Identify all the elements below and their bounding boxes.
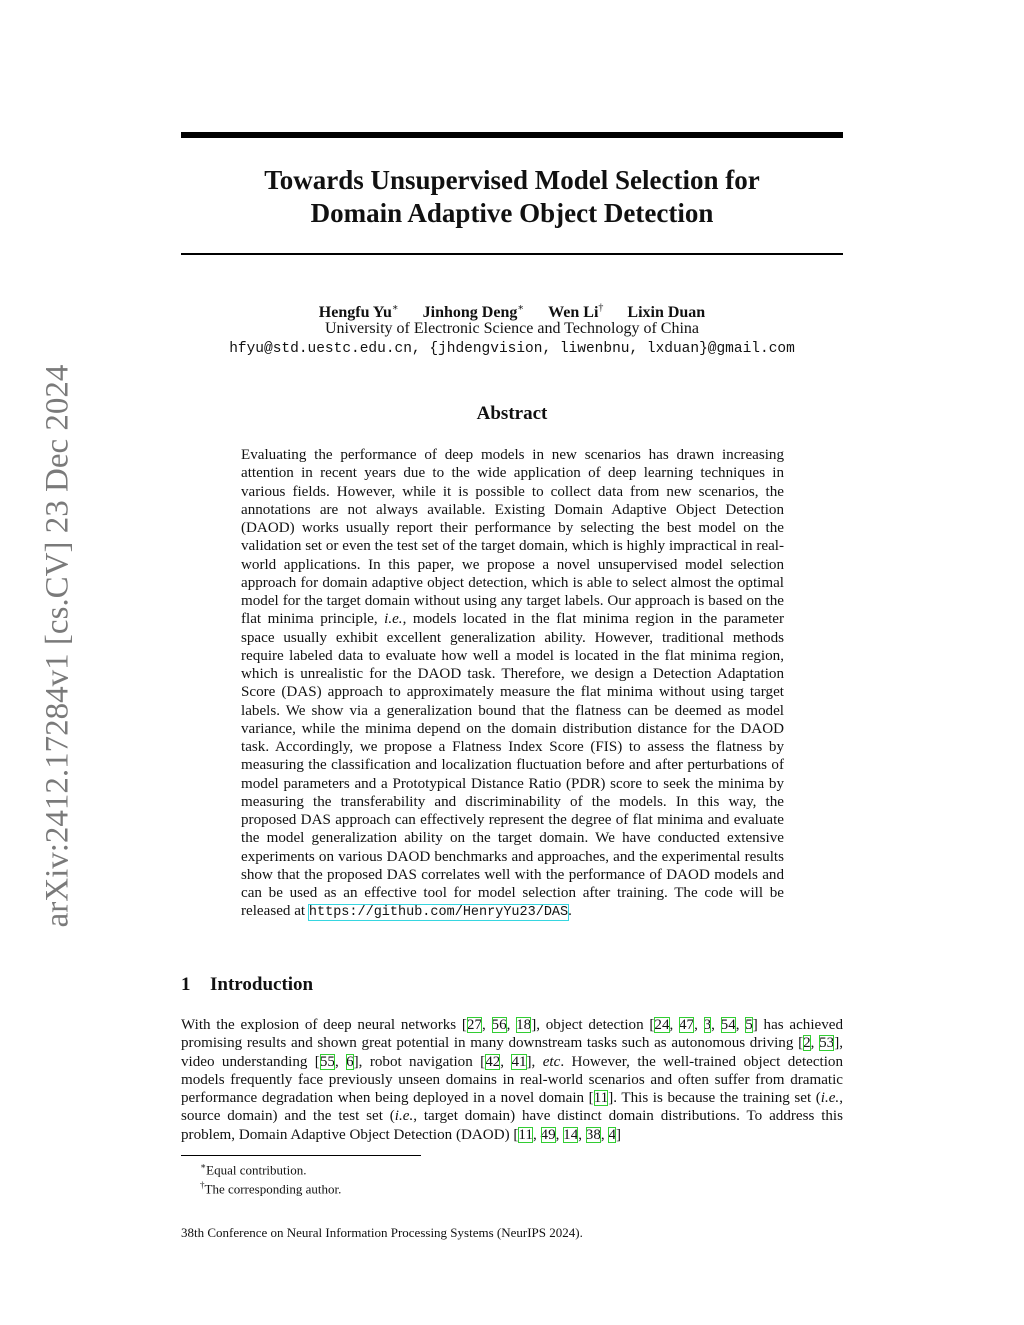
author-1-name: Hengfu Yu [318,304,392,322]
section-title: Introduction [210,974,314,995]
citation-link[interactable]: 49 [540,1126,556,1143]
citation-link[interactable]: 53 [819,1035,835,1052]
section-number: 1 [181,974,191,995]
author-emails: hfyu@std.uestc.edu.cn, {jhdengvision, liwenbnu, lxduan}@gmail.com [229,341,795,357]
abstract-heading: Abstract [476,403,548,424]
citation-link[interactable]: 38 [585,1126,601,1143]
citation-link[interactable]: 41 [511,1053,527,1070]
intro-text: . However, the well-trained object detection models frequently face previously unseen domains in real-world scenarios and often suffer from dramatic performance degradation when being deployed in a novel domain [ [181,1053,844,1107]
author-3-name: Wen Li [548,304,599,322]
section-heading-introduction [181,974,313,996]
citation-link[interactable]: 24 [654,1017,670,1033]
arxiv-stamp: arXiv:2412.17284v1 [cs.CV] 23 Dec 2024 [39,364,76,928]
intro-text: , target domain) have distinct domain distributions. To address this problem, Domain Adaptive Object Detection (DAOD) [ [181,1108,844,1143]
title-line-2: Domain Adaptive Object Detection [310,198,714,228]
author-1-mark: ∗ [391,303,399,314]
author-2-mark: ∗ [517,303,525,314]
citation-link[interactable]: 47 [679,1017,695,1033]
abstract-body [241,446,784,923]
footnote-2-text: The corresponding author. [204,1181,342,1197]
footnote-1 [200,1158,307,1178]
citation-link[interactable]: 4 [608,1126,616,1143]
citation-link[interactable]: 3 [703,1017,712,1033]
intro-text: ], robot navigation [ [353,1053,486,1070]
footnote-2 [200,1177,341,1197]
citation-link[interactable]: 42 [485,1053,501,1070]
intro-text: ], object detection [ [531,1017,655,1033]
footnote-2-mark: † [200,1180,205,1190]
citation-link[interactable]: 5 [745,1017,753,1033]
abstract-text-1: Evaluating the performance of deep models in new scenarios has drawn increasing attention in recent years due to the wide application of deep learning techniques in various fields. However, while it is possible to collect data from new scenarios, the annotations are not always available. Existing Domain Adaptive Object Detection (DAOD) works usually report their performance by selecting the best model on the validation set or even the test set of the target domain, which is highly impractical in real-world applications. In this paper, we propose a novel unsupervised model selection approach for domain adaptive object detection, which is able to select almost the optimal model for the target domain without using any target labels. Our approach is based on the flat minima principle, [241,447,784,628]
author-4-name: Lixin Duan [627,304,706,322]
intro-etc: etc [542,1053,561,1070]
conference-note: 38th Conference on Neural Information Processing Systems (NeurIPS 2024). [181,1225,583,1240]
abstract-text-2: , models located in the flat minima region in the parameter space usually exhibit excellent generalization ability. However, traditional methods require labeled data to evaluate how well a model is located in the flat minima region, which is unrealistic for the DAOD task. Therefore, we design a Detection Adaptation Score (DAS) approach to approximately measure the flat minima without using target labels. We show via a generalization bound that the flatness can be deemed as model variance, while the minima depend on the domain distribution distance for the DAOD task. Accordingly, we propose a Flatness Index Score (FIS) to assess the flatness by measuring the classification and localization fluctuation before and after perturbations of model parameters and a Prototypical Distance Ratio (PDR) score to seek the minima by measuring the transferability and discriminability of the models. In this way, the proposed DAS approach can effectively represent the degree of flat minima and evaluate the model generalization ability on the target domain. We have conducted extensive experiments on various DAOD benchmarks and approaches, and the experimental results show that the proposed DAS correlates well with the performance of DAOD models and can be used as an effective tool for model selection after training. The code will be released at [241,611,784,920]
affiliation: University of Electronic Science and Technology of China [324,320,700,337]
intro-text: , source domain) and the test set ( [181,1090,843,1125]
title-line-1: Towards Unsupervised Model Selection for [264,165,760,195]
author-3-mark: † [598,303,604,314]
intro-text: ] has achieved promising results and shown great potential in many downstream tasks such as autonomous driving [ [181,1017,844,1052]
intro-text: ]. This is because the training set ( [608,1090,821,1107]
intro-ie: i.e. [394,1108,414,1125]
title-rule-bottom [181,253,843,255]
footnote-rule [181,1155,421,1156]
citation-link[interactable]: 6 [346,1053,354,1070]
introduction-paragraph: With the explosion of deep neural networks [27, 56, 18], object detection [24, 47, 3, 54, 5] has achieved promising results and shown great potential in many downstream tasks such as autonomous driving [2, 53], video understanding [55, 6], robot navigation [42, 41], etc. However, the well-trained object detection models frequently face previously unseen domains in real-world scenarios and often suffer from dramatic performance degradation when being deployed in a novel domain [11]. This is because the training set (i.e., source domain) and the test set (i.e., target domain) have distinct domain distributions. To address this problem, Domain Adaptive Object Detection (DAOD) [11, 49, 14, 38, 4] [181,1017,844,1143]
citation-link[interactable]: 11 [593,1090,609,1107]
intro-ie: i.e. [820,1090,840,1107]
citation-link[interactable]: 54 [720,1017,736,1033]
citation-link[interactable]: 55 [319,1053,335,1070]
citation-link[interactable]: 2 [803,1035,811,1052]
intro-text: ], [526,1053,543,1070]
footnote-1-text: Equal contribution. [206,1162,307,1178]
intro-text: ], video understanding [ [181,1035,844,1070]
citation-link[interactable]: 18 [516,1017,532,1033]
citation-link[interactable]: 56 [491,1017,507,1033]
code-url-link[interactable]: https://github.com/HenryYu23/DAS [308,905,569,921]
paper-title [181,164,843,230]
intro-text: With the explosion of deep neural networks [ [181,1017,467,1033]
author-2-name: Jinhong Deng [422,304,518,322]
title-rule-top [181,132,843,138]
abstract-ie: i.e. [384,611,403,628]
intro-text: ] [615,1126,622,1143]
footnote-1-mark: ∗ [200,1161,207,1171]
abstract-end: . [568,903,572,920]
citation-link[interactable]: 11 [518,1126,533,1143]
citation-link[interactable]: 27 [466,1017,483,1033]
citation-link[interactable]: 14 [563,1126,579,1143]
